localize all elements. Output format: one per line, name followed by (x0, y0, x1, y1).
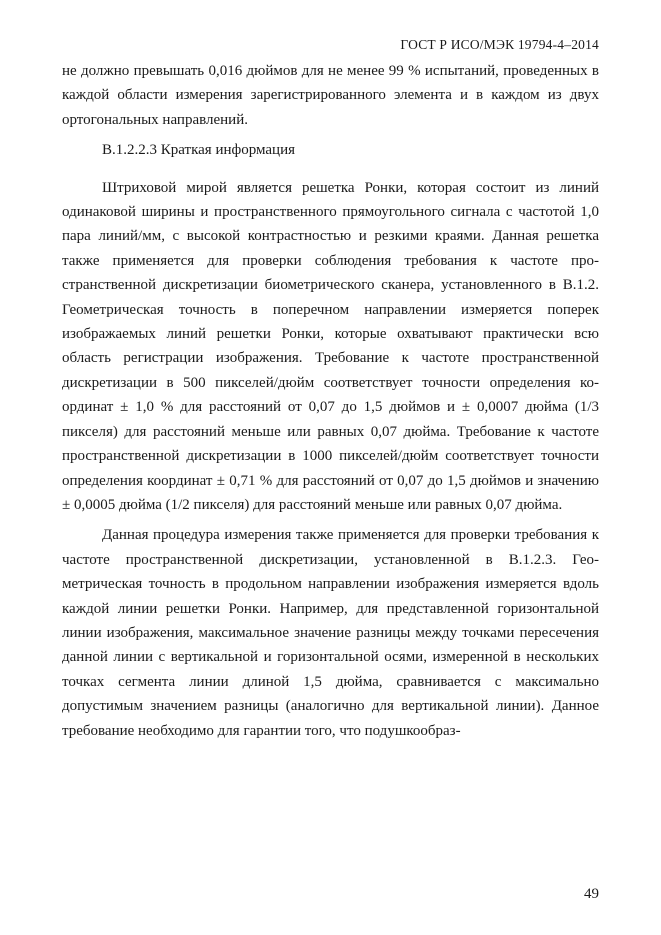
paragraph-measurement-procedure: Данная процедура измерения также применяется для проверки требования к частоте пространственной дискретизации, установленной в В.1.2.3. Геометрическая точность в продольном направлении изображения измеряется вдоль каждой линии решетки Ронки. Например, для представленной горизонтальной линии изображения, максимальное значение разницы между точками пересечения данной линии с вертикальной и горизонтальной осями, измеренной в нескольких точках сегмента линии длиной 1,5 дюйма, сравнивается с максимально допустимым значением разницы (аналогично для вертикальной линии). Данное требование необходимо для гарантии того, что подушкообраз- (62, 527, 599, 739)
document-header: ГОСТ Р ИСО/МЭК 19794-4–2014 (400, 37, 599, 52)
page-body (62, 59, 599, 743)
paragraph-continuation: не должно превышать 0,016 дюймов для не менее 99 % испытаний, проведенных в каждой области измерения зарегистрированного элемента и в каждом из двух ортогональных направлений. (62, 63, 599, 128)
page-number: 49 (584, 886, 599, 902)
section-heading: В.1.2.2.3 Краткая информация (102, 142, 296, 159)
paragraph-ronchi-description: Штриховой мирой является решетка Ронки, которая состоит из линий одинаковой ширины и пространственного прямоугольного сигнала с частотой 1,0 пара линий/мм, с высокой контрастностью и резкими краями. Данная решетка также применяется для проверки соблюдения требования к частоте пространственной дискретизации биометрического сканера, установленного в В.1.2. Геометрическая точность в поперечном направлении измеряется поперек изображаемых линий решетки Ронки, которые охватывают практически всю область регистрации изображения. Требование к частоте пространственной дискретизации в 500 пикселей/дюйм соответствует точности определения координат ± 1,0 % для расстояний от 0,07 до 1,5 дюймов и ± 0,0007 дюйма (1/3 пикселя) для расстояний меньше или равных 0,07 дюйма. Требование к частоте пространственной дискретизации в 1000 пикселей/дюйм соответствует точности определения координат ± 0,71 % для расстояний от 0,07 до 1,5 дюймов и значению ± 0,0005 дюйма (1/2 пикселя) для расстояний меньше или равных 0,07 дюйма. (62, 179, 599, 513)
